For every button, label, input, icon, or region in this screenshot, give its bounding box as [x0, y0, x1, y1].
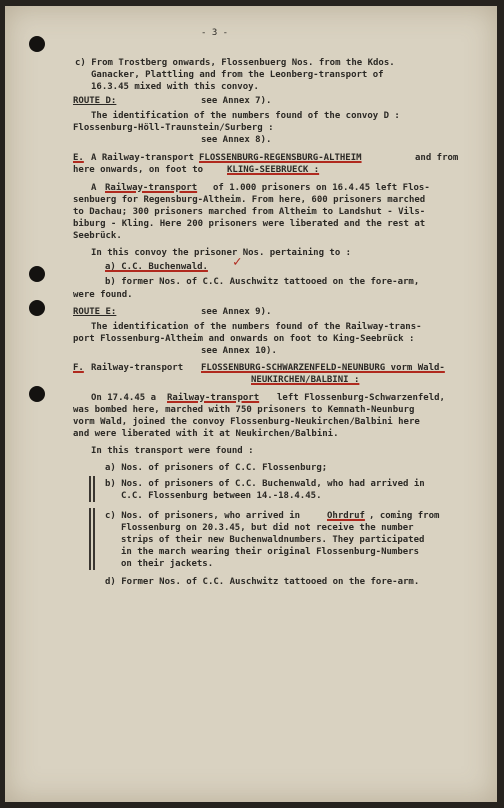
- route-d-text: The identification of the numbers found of the convoy D :: [91, 111, 400, 121]
- route-d-label: ROUTE D:: [73, 96, 117, 106]
- section-e-highlight: Railway-transport: [105, 183, 198, 193]
- punch-hole: [29, 386, 45, 402]
- route-d-annex: see Annex 7).: [201, 96, 272, 106]
- section-f-text: In this transport were found :: [91, 446, 254, 456]
- margin-mark: [89, 508, 91, 570]
- margin-mark: [93, 476, 95, 502]
- section-e-item-b: were found.: [73, 290, 133, 300]
- route-e-annex: see Annex 9).: [201, 307, 272, 317]
- section-e-text: biburg - Kling. Here 200 prisoners were liberated and the rest at: [73, 219, 426, 229]
- section-f-route: FLOSSENBURG-SCHWARZENFELD-NEUNBURG vorm Wald-: [201, 363, 445, 373]
- route-e-text: port Flossenburg-Altheim and onwards on foot to King-Seebrück :: [73, 334, 415, 344]
- section-f-item-b: C.C. Flossenburg between 14.-18.4.45.: [121, 491, 322, 501]
- section-e-text: In this convoy the prisoner Nos. pertaining to :: [91, 248, 352, 258]
- section-f-item-c: on their jackets.: [121, 559, 214, 569]
- section-e-heading: and from: [415, 153, 459, 163]
- section-f-item-c: , coming from: [369, 511, 440, 521]
- section-f-item-a: a) Nos. of prisoners of C.C. Flossenburg;: [105, 463, 328, 473]
- section-e-text: Seebrück.: [73, 231, 122, 241]
- document-page: [5, 6, 497, 802]
- punch-hole: [29, 300, 45, 316]
- section-f-item-c-place: Ohrdruf: [327, 511, 365, 521]
- item-c-line: Ganacker, Plattling and from the Leonberg-transport of: [91, 70, 384, 80]
- section-e-heading: A Railway-transport: [91, 153, 194, 163]
- section-f-item-c: strips of their new Buchenwaldnumbers. They participated: [121, 535, 425, 545]
- section-e-destination: KLING-SEEBRUECK :: [227, 165, 320, 175]
- section-f-route: NEUKIRCHEN/BALBINI :: [251, 375, 360, 385]
- route-d-text: Flossenburg-Höll-Traunstein/Surberg :: [73, 123, 274, 133]
- section-e-route: FLOSSENBURG-REGENSBURG-ALTHEIM: [199, 153, 362, 163]
- section-e-item-a: a) C.C. Buchenwald.: [105, 262, 208, 272]
- margin-mark: [93, 508, 95, 570]
- section-f-highlight: Railway-transport: [167, 393, 260, 403]
- section-f-heading: Railway-transport: [91, 363, 184, 373]
- punch-hole: [29, 266, 45, 282]
- route-e-annex-2: see Annex 10).: [201, 346, 277, 356]
- page-number: - 3 -: [201, 28, 229, 38]
- section-e-letter: E.: [73, 153, 84, 163]
- route-d-annex-2: see Annex 8).: [201, 135, 272, 145]
- section-f-item-c: in the march wearing their original Flossenburg-Numbers: [121, 547, 420, 557]
- section-e-item-b: b) former Nos. of C.C. Auschwitz tattooed on the fore-arm,: [105, 277, 420, 287]
- item-c-line: c) From Trostberg onwards, Flossenbuerg Nos. from the Kdos.: [75, 58, 395, 68]
- route-e-label: ROUTE E:: [73, 307, 117, 317]
- section-f-text: On 17.4.45 a: [91, 393, 157, 403]
- section-e-text: of 1.000 prisoners on 16.4.45 left Flos-: [213, 183, 430, 193]
- punch-hole: [29, 36, 45, 52]
- section-e-text: to Dachau; 300 prisoners marched from Altheim to Landshut - Vils-: [73, 207, 426, 217]
- item-c-line: 16.3.45 mixed with this convoy.: [91, 82, 259, 92]
- section-e-text: senbuerg for Regensburg-Altheim. From here, 600 prisoners marched: [73, 195, 426, 205]
- section-e-text: A: [91, 183, 97, 193]
- section-f-text: left Flossenburg-Schwarzenfeld,: [277, 393, 445, 403]
- route-e-text: The identification of the numbers found of the Railway-trans-: [91, 322, 422, 332]
- section-f-item-b: b) Nos. of prisoners of C.C. Buchenwald, who had arrived in: [105, 479, 425, 489]
- check-mark-icon: ✓: [233, 254, 242, 270]
- section-f-text: was bombed here, marched with 750 prisoners to Kemnath-Neunburg: [73, 405, 415, 415]
- section-f-text: vorm Wald, joined the convoy Flossenburg-Neukirchen/Balbini here: [73, 417, 420, 427]
- section-f-text: and were liberated with it at Neukirchen/Balbini.: [73, 429, 339, 439]
- margin-mark: [89, 476, 91, 502]
- section-f-item-d: d) Former Nos. of C.C. Auschwitz tattooed on the fore-arm.: [105, 577, 420, 587]
- section-f-letter: F.: [73, 363, 84, 373]
- section-f-item-c: Flossenburg on 20.3.45, but did not receive the number: [121, 523, 414, 533]
- section-e-heading: here onwards, on foot to: [73, 165, 204, 175]
- section-f-item-c: c) Nos. of prisoners, who arrived in: [105, 511, 301, 521]
